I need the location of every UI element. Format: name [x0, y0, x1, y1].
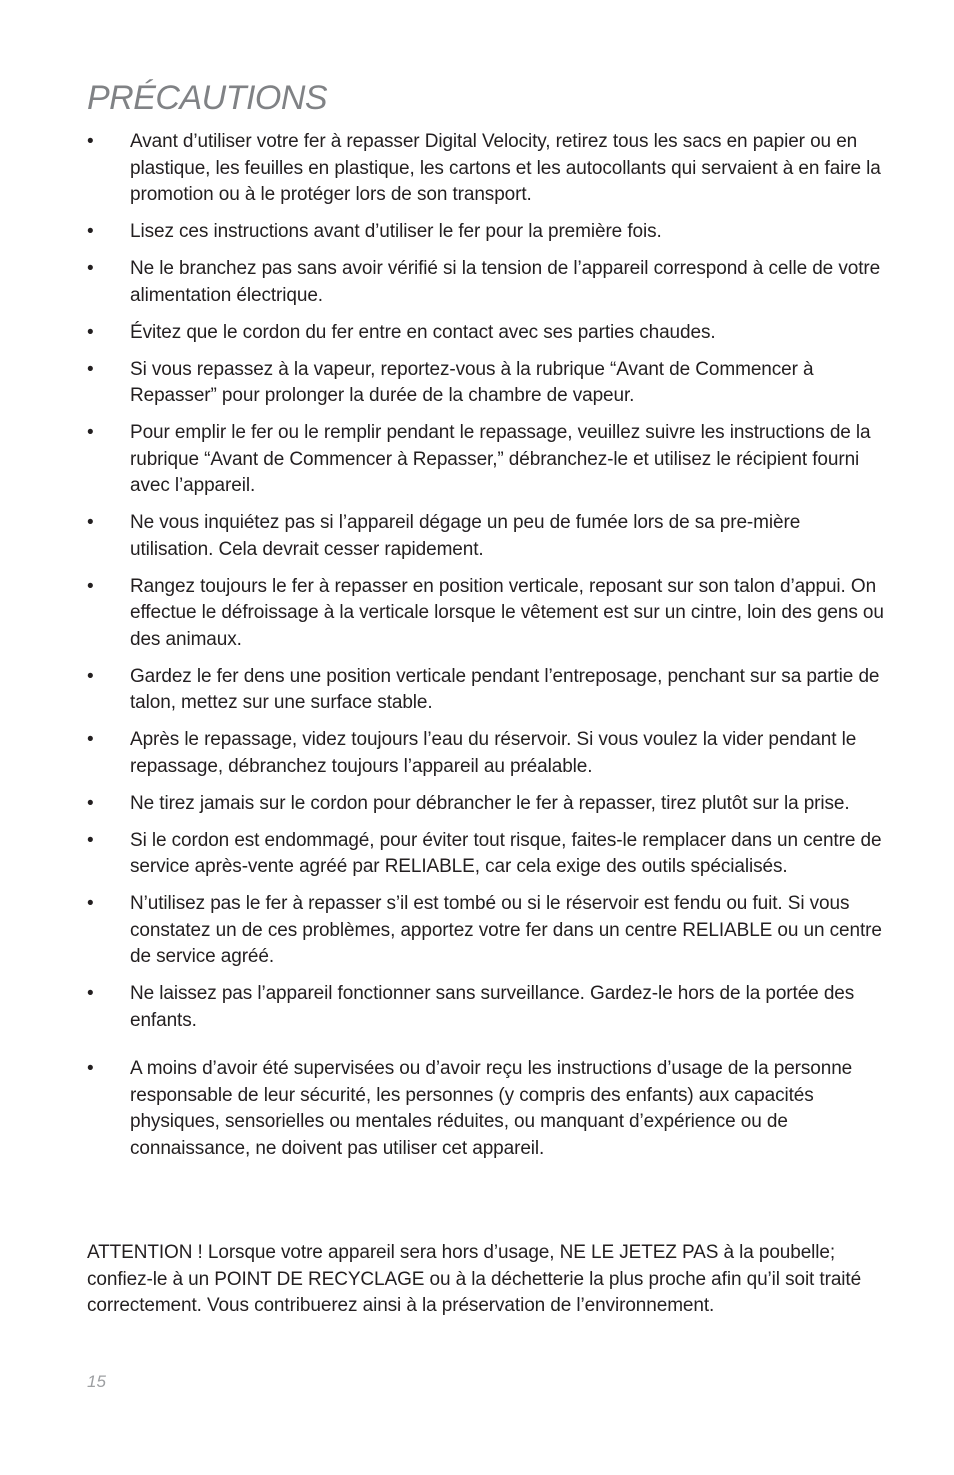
page-title: PRÉCAUTIONS [87, 79, 328, 117]
list-item-text: N’utilisez pas le fer à repasser s’il est tombé ou si le réservoir est fendu ou fuit. Si vous constatez un de ces problèmes, apportez votre fer dans un centre RELIABLE ou un centre de service agréé. [130, 893, 882, 967]
list-item [87, 664, 887, 717]
bullet-icon: • [87, 729, 94, 750]
precautions-list [87, 129, 887, 1173]
bullet-icon: • [87, 221, 94, 242]
bullet-icon: • [87, 321, 94, 343]
bullet-icon: • [87, 893, 94, 914]
list-item [87, 1056, 887, 1162]
list-item-text: Ne vous inquiétez pas si l’appareil dégage un peu de fumée lors de sa pre-mière utilisation. Cela devrait cesser rapidement. [130, 512, 801, 560]
list-item-text: Gardez le fer dens une position verticale pendant l’entreposage, penchant sur sa partie de talon, mettez sur une surface stable. [130, 665, 880, 713]
page-number: 15 [87, 1372, 106, 1391]
list-item [87, 320, 887, 347]
list-item-text: Si le cordon est endommagé, pour éviter tout risque, faites-le remplacer dans un centre de service après-vente agréé par RELIABLE, car cela exige des outils spécialisés. [130, 829, 882, 877]
list-item [87, 510, 887, 563]
list-item [87, 256, 887, 309]
bullet-icon: • [87, 665, 94, 687]
list-item [87, 891, 887, 971]
bullet-icon: • [87, 512, 94, 533]
list-item-text: A moins d’avoir été supervisées ou d’avoir reçu les instructions d’usage de la personne responsable de leur sécurité, les personnes (y compris des enfants) aux capacités physiques, sensorielles ou mentales réduites, ou manquant d’expérience ou de connaissance, ne doivent pas utiliser cet appareil. [130, 1058, 853, 1159]
list-item-text: Rangez toujours le fer à repasser en position verticale, reposant sur son talon d’appui. On effectue le défroissage à la verticale lorsque le vêtement est sur un cintre, loin des gens ou des animaux. [130, 575, 884, 650]
list-item [87, 791, 887, 818]
bullet-icon: • [87, 258, 94, 279]
list-item [87, 357, 887, 410]
list-item [87, 420, 887, 500]
bullet-icon: • [87, 1058, 94, 1079]
list-item-text: Pour emplir le fer ou le remplir pendant le repassage, veuillez suivre les instructions de la rubrique “Avant de Commencer à Repasser,” débranchez-le et utilisez le récipient fourni avec l’appareil. [130, 422, 871, 496]
bullet-icon: • [87, 358, 94, 380]
bullet-icon: • [87, 983, 94, 1004]
list-item-text: Ne tirez jamais sur le cordon pour débrancher le fer à repasser, tirez plutôt sur la prise. [130, 792, 850, 814]
list-item-text: Lisez ces instructions avant d’utiliser le fer pour la première fois. [130, 221, 662, 242]
bullet-icon: • [87, 792, 94, 814]
list-item-text: Avant d’utiliser votre fer à repasser Digital Velocity, retirez tous les sacs en papier ou en plastique, les feuilles en plastique, les cartons et les autocollants qui servaient à en faire la promotion ou à le protéger lors de son transport. [130, 131, 881, 205]
list-item [87, 981, 887, 1034]
attention-notice: ATTENTION ! Lorsque votre appareil sera hors d’usage, NE LE JETEZ PAS à la poubelle; confiez-le à un POINT DE RECYCLAGE ou à la déchetterie la plus proche afin qu’il soit traité correctement. Vous contribuerez ainsi à la préservation de l’environnement. [87, 1242, 862, 1316]
list-item [87, 727, 887, 780]
list-item [87, 219, 887, 246]
list-item-text: Ne laissez pas l’appareil fonctionner sans surveillance. Gardez-le hors de la portée des enfants. [130, 983, 855, 1031]
list-item-text: Après le repassage, videz toujours l’eau du réservoir. Si vous voulez la vider pendant le repassage, débranchez toujours l’appareil au préalable. [130, 729, 857, 777]
bullet-icon: • [87, 422, 94, 443]
bullet-icon: • [87, 131, 94, 152]
bullet-icon: • [87, 829, 94, 851]
list-item [87, 828, 887, 881]
list-item [87, 129, 887, 209]
list-item-text: Ne le branchez pas sans avoir vérifié si la tension de l’appareil correspond à celle de votre alimentation électrique. [130, 258, 881, 306]
list-item [87, 574, 887, 654]
list-item-text: Si vous repassez à la vapeur, reportez-vous à la rubrique “Avant de Commencer à Repasser” pour prolonger la durée de la chambre de vapeur. [130, 358, 814, 406]
list-item-text: Évitez que le cordon du fer entre en contact avec ses parties chaudes. [130, 321, 716, 343]
bullet-icon: • [87, 575, 94, 597]
